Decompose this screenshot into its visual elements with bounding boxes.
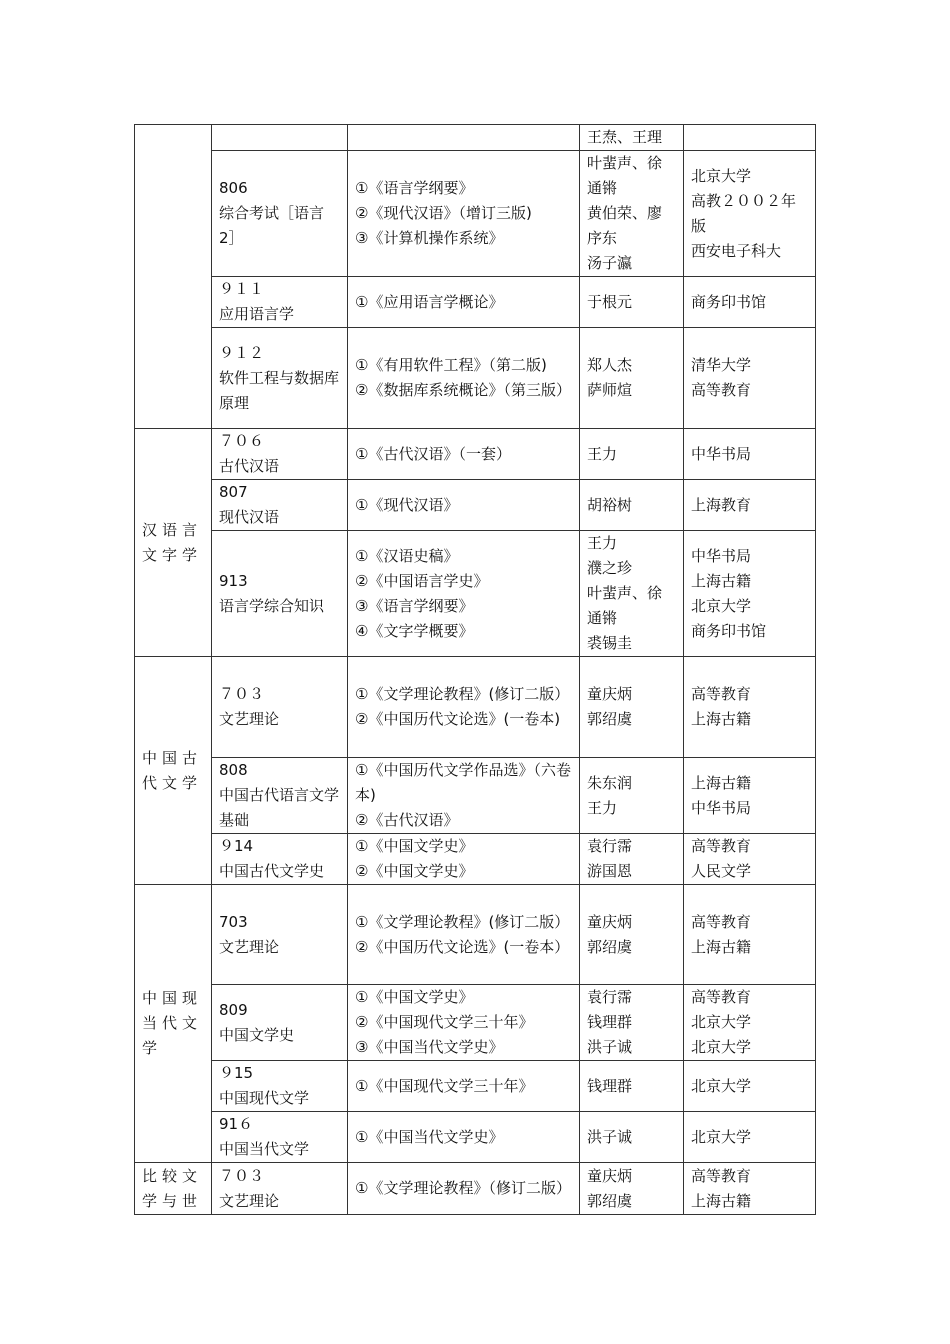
course-cell [212, 328, 348, 429]
books-cell [348, 531, 580, 657]
course-name: 古代汉语 [219, 457, 280, 475]
course-name: 中国现代文学 [219, 1089, 310, 1107]
course-code: ９14 [219, 837, 254, 855]
course-cell [212, 1061, 348, 1112]
course-name: 中国文学史 [219, 1025, 295, 1044]
publisher: 中华书局 [691, 798, 752, 817]
course-name: 语言学综合知识 [219, 596, 325, 615]
table-row [135, 657, 816, 758]
course-cell [212, 480, 348, 531]
course-code: ７０６ [219, 432, 265, 450]
book: ②《中国历代文论选》(一卷本) [355, 710, 561, 728]
publishers-cell [684, 985, 816, 1061]
publisher: 中华书局 [691, 546, 752, 565]
publisher: 高等教育 [691, 988, 752, 1006]
author: 袁行霈 [587, 837, 633, 855]
course-code: ９１２ [219, 343, 265, 362]
publisher: 中华书局 [691, 444, 752, 463]
course-cell [212, 657, 348, 758]
book: ②《数据库系统概论》（第三版） [355, 381, 571, 399]
author: 叶蜚声、徐通锵 [587, 584, 663, 627]
books-cell [348, 328, 580, 429]
author: 萨师煊 [587, 381, 633, 399]
course-code: ７０３ [219, 1166, 265, 1185]
course-code: 806 [219, 179, 248, 197]
author: 洪子诚 [587, 1127, 633, 1146]
publishers-cell [684, 429, 816, 480]
publisher: 人民文学 [691, 862, 752, 880]
course-code: 808 [219, 761, 248, 779]
book: ④《文字学概要》 [355, 621, 474, 640]
course-name: 现代汉语 [219, 508, 280, 526]
publisher: 上海古籍 [691, 773, 752, 792]
course-cell [212, 758, 348, 834]
table-row [135, 758, 816, 834]
publishers-cell [684, 151, 816, 277]
course-code: 703 [219, 912, 248, 931]
publisher: 上海古籍 [691, 1191, 752, 1210]
book: ①《文学理论教程》(修订二版） [355, 685, 570, 703]
books-cell [348, 151, 580, 277]
book: ①《文学理论教程》（修订二版） [355, 1179, 571, 1197]
books-cell [348, 985, 580, 1061]
author: 濮之珍 [587, 559, 633, 577]
book: ①《有用软件工程》（第二版) [355, 356, 547, 374]
course-code: ９１１ [219, 280, 265, 298]
book: ②《现代汉语》（增订三版) [355, 204, 532, 222]
book: ②《中国现代文学三十年》 [355, 1013, 534, 1031]
publisher: 西安电子科大 [691, 241, 782, 260]
authors-cell [580, 657, 684, 758]
authors-cell [580, 125, 684, 151]
author: 袁行霈 [587, 988, 633, 1006]
publishers-cell [684, 885, 816, 985]
author: 汤子瀛 [587, 254, 633, 272]
publisher: 北京大学 [691, 596, 752, 615]
table-row [135, 531, 816, 657]
authors-cell [580, 1163, 684, 1215]
book: ①《应用语言学概论》 [355, 292, 504, 311]
course-name: 中国古代文学史 [219, 862, 325, 880]
author: 裘锡圭 [587, 634, 633, 652]
author: 黄伯荣、廖序东 [587, 204, 663, 247]
books-cell [348, 1061, 580, 1112]
author: 胡裕树 [587, 495, 633, 514]
authors-cell [580, 885, 684, 985]
course-cell [212, 1163, 348, 1215]
course-cell [212, 834, 348, 885]
books-cell [348, 834, 580, 885]
course-name: 软件工程与数据库原理 [219, 368, 340, 412]
books-cell [348, 429, 580, 480]
author: 郭绍虞 [587, 1191, 633, 1210]
course-name: 综合考试［语言2］ [219, 204, 325, 247]
book: ①《文学理论教程》(修订二版） [355, 912, 570, 931]
book: ①《现代汉语》 [355, 495, 459, 514]
subject-cell: 汉语言文字学 [135, 429, 212, 657]
course-name: 应用语言学 [219, 305, 295, 323]
table-row [135, 1163, 816, 1215]
course-code: 913 [219, 571, 248, 590]
table-row [135, 480, 816, 531]
authors-cell [580, 328, 684, 429]
table-row [135, 1061, 816, 1112]
author: 郑人杰 [587, 356, 633, 374]
book: ①《中国历代文学作品选》（六卷本) [355, 761, 571, 804]
books-cell [348, 1163, 580, 1215]
authors-cell [580, 429, 684, 480]
publisher: 北京大学 [691, 1038, 752, 1056]
table-row [135, 885, 816, 985]
publishers-cell [684, 277, 816, 328]
book: ③《语言学纲要》 [355, 596, 474, 615]
book: ①《中国现代文学三十年》 [355, 1076, 534, 1095]
authors-cell [580, 1112, 684, 1163]
course-cell [212, 1112, 348, 1163]
publishers-cell [684, 531, 816, 657]
course-code: ７０３ [219, 685, 265, 703]
book: ①《中国文学史》 [355, 837, 474, 855]
author: 王焘、王理 [587, 128, 663, 146]
publishers-cell [684, 1163, 816, 1215]
author: 郭绍虞 [587, 710, 633, 728]
course-name: 文艺理论 [219, 937, 280, 956]
course-name: 中国古代语言文学基础 [219, 786, 340, 829]
author: 钱理群 [587, 1013, 633, 1031]
author: 叶蜚声、徐通锵 [587, 154, 663, 197]
publisher: 北京大学 [691, 1127, 752, 1146]
authors-cell [580, 834, 684, 885]
book: ②《中国文学史》 [355, 862, 474, 880]
author: 王力 [587, 798, 618, 817]
books-cell [348, 885, 580, 985]
book: ①《语言学纲要》 [355, 179, 474, 197]
course-code: 809 [219, 1000, 248, 1019]
course-name: 中国当代文学 [219, 1140, 310, 1158]
publisher: 北京大学 [691, 166, 752, 185]
publisher: 高等教育 [691, 837, 752, 855]
course-cell [212, 985, 348, 1061]
authors-cell [580, 1061, 684, 1112]
course-code: ９15 [219, 1064, 254, 1082]
publisher: 清华大学 [691, 356, 752, 374]
course-code: 91６ [219, 1115, 254, 1133]
publisher: 上海古籍 [691, 571, 752, 590]
author: 童庆炳 [587, 685, 633, 703]
course-cell [212, 885, 348, 985]
book: ①《中国当代文学史》 [355, 1127, 504, 1146]
table-row [135, 277, 816, 328]
course-cell [212, 125, 348, 151]
book: ②《中国语言学史》 [355, 571, 489, 590]
author: 朱东润 [587, 773, 633, 792]
publishers-cell [684, 758, 816, 834]
subject-cell: 中国古代文学 [135, 657, 212, 885]
authors-cell [580, 277, 684, 328]
author: 游国恩 [587, 862, 633, 880]
author: 童庆炳 [587, 912, 633, 931]
table-row [135, 985, 816, 1061]
author: 王力 [587, 444, 618, 463]
publisher: 高等教育 [691, 912, 752, 931]
authors-cell [580, 480, 684, 531]
author: 洪子诚 [587, 1038, 633, 1056]
course-name: 文艺理论 [219, 710, 280, 728]
books-cell [348, 1112, 580, 1163]
publishers-cell [684, 1061, 816, 1112]
books-cell [348, 125, 580, 151]
course-code: 807 [219, 483, 248, 501]
subject-cell [135, 125, 212, 429]
book: ③《中国当代文学史》 [355, 1038, 504, 1056]
publishers-cell [684, 834, 816, 885]
publishers-cell [684, 657, 816, 758]
authors-cell [580, 985, 684, 1061]
publisher: 高等教育 [691, 381, 752, 399]
course-cell [212, 429, 348, 480]
course-name: 文艺理论 [219, 1191, 280, 1210]
book: ①《汉语史稿》 [355, 546, 459, 565]
table-row [135, 429, 816, 480]
publishers-cell [684, 1112, 816, 1163]
table-row [135, 834, 816, 885]
booklist-table [134, 124, 816, 1215]
subject-cell: 比较文学与世 [135, 1163, 212, 1215]
books-cell [348, 758, 580, 834]
authors-cell [580, 531, 684, 657]
publisher: 上海古籍 [691, 937, 752, 956]
book: ②《古代汉语》 [355, 811, 459, 829]
publisher: 北京大学 [691, 1013, 752, 1031]
publishers-cell [684, 328, 816, 429]
course-cell [212, 277, 348, 328]
authors-cell [580, 151, 684, 277]
course-cell [212, 151, 348, 277]
course-cell [212, 531, 348, 657]
table-row [135, 1112, 816, 1163]
publishers-cell [684, 125, 816, 151]
publisher: 上海教育 [691, 495, 752, 514]
publisher: 高等教育 [691, 1166, 752, 1185]
book: ③《计算机操作系统》 [355, 229, 504, 247]
table-row [135, 328, 816, 429]
table-row [135, 125, 816, 151]
books-cell [348, 480, 580, 531]
publisher: 高等教育 [691, 685, 752, 703]
books-cell [348, 657, 580, 758]
author: 王力 [587, 534, 618, 552]
author: 钱理群 [587, 1076, 633, 1095]
book: ①《古代汉语》（一套） [355, 444, 511, 463]
author: 童庆炳 [587, 1166, 633, 1185]
publishers-cell [684, 480, 816, 531]
publisher: 商务印书馆 [691, 621, 767, 640]
publisher: 北京大学 [691, 1076, 752, 1095]
author: 郭绍虞 [587, 937, 633, 956]
publisher: 商务印书馆 [691, 292, 767, 311]
publisher: 高教２００２年版 [691, 191, 797, 235]
authors-cell [580, 758, 684, 834]
subject-cell: 中国现当代文学 [135, 885, 212, 1163]
publisher: 上海古籍 [691, 710, 752, 728]
table-row [135, 151, 816, 277]
author: 于根元 [587, 292, 633, 311]
books-cell [348, 277, 580, 328]
book: ②《中国历代文论选》(一卷本） [355, 937, 570, 956]
book: ①《中国文学史》 [355, 988, 474, 1006]
